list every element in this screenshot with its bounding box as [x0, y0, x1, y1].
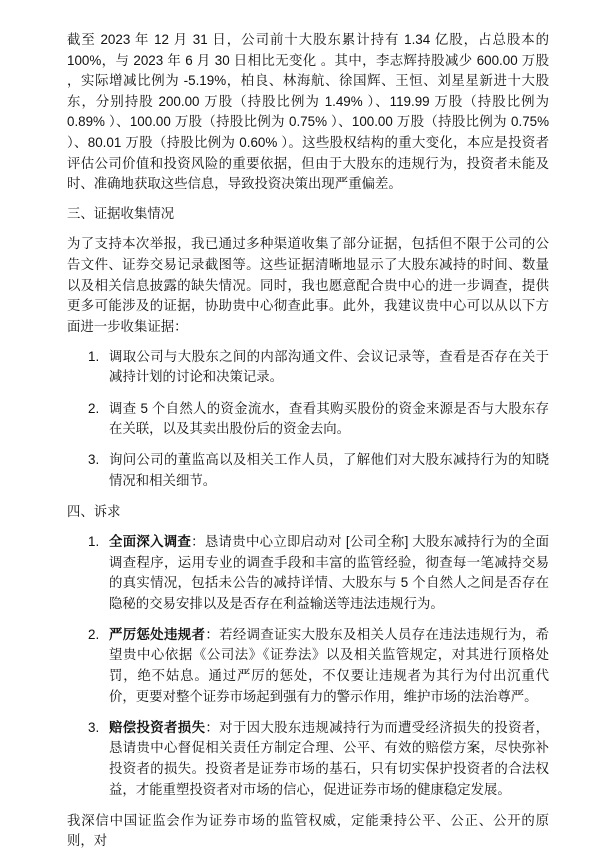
list-bold-label: 赔偿投资者损失 — [109, 719, 206, 735]
demands-list — [67, 532, 549, 800]
list-text: ：若经调查证实大股东及相关人员存在违法违规行为，希望贵中心依据《公司法》《证券法》以及相关监管规定，对其进行顶格处罚，绝不姑息。通过严厉的惩处，不仅要让违规者为其行为付出沉重代价，更要对整个证券市场起到强有力的警示作用，维护市场的法治尊严。 — [109, 626, 550, 704]
list-item — [67, 347, 549, 388]
list-number: 3. — [88, 719, 100, 735]
list-number: 3. — [88, 452, 100, 468]
list-item — [67, 532, 549, 614]
list-item — [67, 450, 549, 491]
list-bold-label: 严厉惩处违规者 — [109, 626, 206, 642]
evidence-paragraph: 为了支持本次举报，我已通过多种渠道收集了部分证据，包括但不限于公司的公告文件、证券交易记录截图等。这些证据清晰地显示了大股东减持的时间、数量以及相关信息披露的缺失情况。同时，我也愿意配合贵中心的进一步调查，提供更多可能涉及的证据，协助贵中心彻查此事。此外，我建议贵中心可以从以下方面进一步收集证据： — [67, 236, 549, 334]
list-text: 调查 5 个自然人的资金流水，查看其购买股份的资金来源是否与大股东存在关联，以及其卖出股份后的资金去向。 — [109, 400, 549, 437]
closing-paragraph: 我深信中国证监会作为证券市场的监管权威，定能秉持公平、公正、公开的原则，对 — [67, 812, 549, 849]
list-item — [67, 625, 549, 707]
list-item — [67, 718, 549, 800]
list-text: ：对于因大股东违规减持行为而遭受经济损失的投资者，恳请贵中心督促相关责任方制定合理、公平、有效的赔偿方案，尽快弥补投资者的损失。投资者是证券市场的基石，只有切实保护投资者的合法权益，才能重塑投资者对市场的信心，促进证券市场的健康稳定发展。 — [109, 719, 550, 797]
list-item — [67, 399, 549, 440]
list-text: ：恳请贵中心立即启动对 [公司全称] 大股东减持行为的全面调查程序，运用专业的调查手段和丰富的监管经验，彻查每一笔减持交易的真实情况，包括未公告的减持详情、大股东与 5 个自然人之间是否存在隐秘的交易安排以及是否存在利益输送等违法违规行为。 — [109, 533, 549, 611]
section-demands-heading: 四、诉求 — [67, 503, 121, 519]
list-number: 2. — [88, 626, 100, 642]
list-number: 2. — [88, 400, 100, 416]
list-text: 询问公司的董监高以及相关工作人员，了解他们对大股东减持行为的知晓情况和相关细节。 — [109, 452, 549, 488]
list-bold-label: 全面深入调查 — [109, 533, 192, 549]
list-text: 调取公司与大股东之间的内部沟通文件、会议记录等，查看是否存在关于减持计划的讨论和决策记录。 — [109, 348, 549, 385]
evidence-list — [67, 347, 549, 492]
document-page — [67, 30, 549, 861]
section-evidence-heading: 三、证据收集情况 — [67, 206, 175, 222]
shareholder-paragraph: 截至 2023 年 12 月 31 日，公司前十大股东累计持有 1.34 亿股，占总股本的 100%，与 2023 年 6 月 30 日相比无变化 。其中，李志辉持股减少 600.00 万股 ，实际增减比例为 -5.19%，柏良、林海航、徐国辉、王恒、刘星星新进十大股东，分别持股 200.00 万股（持股比例为 1.49% ）、119.99 万股（持股比例为 0.89% ）、100.00 万股（持股比例为 0.75% ）、100.00 万股（持股比例为 0.75% ）、80.01 万股（持股比例为 0.60% ）。这些股权结构的重大变化，本应是投资者评估公司价值和投资风险的重要依据，但由于大股东的违规行为，投资者未能及时、准确地获取这些信息，导致投资决策出现严重偏差。 — [67, 32, 549, 192]
list-number: 1. — [88, 533, 100, 549]
list-number: 1. — [88, 348, 100, 364]
